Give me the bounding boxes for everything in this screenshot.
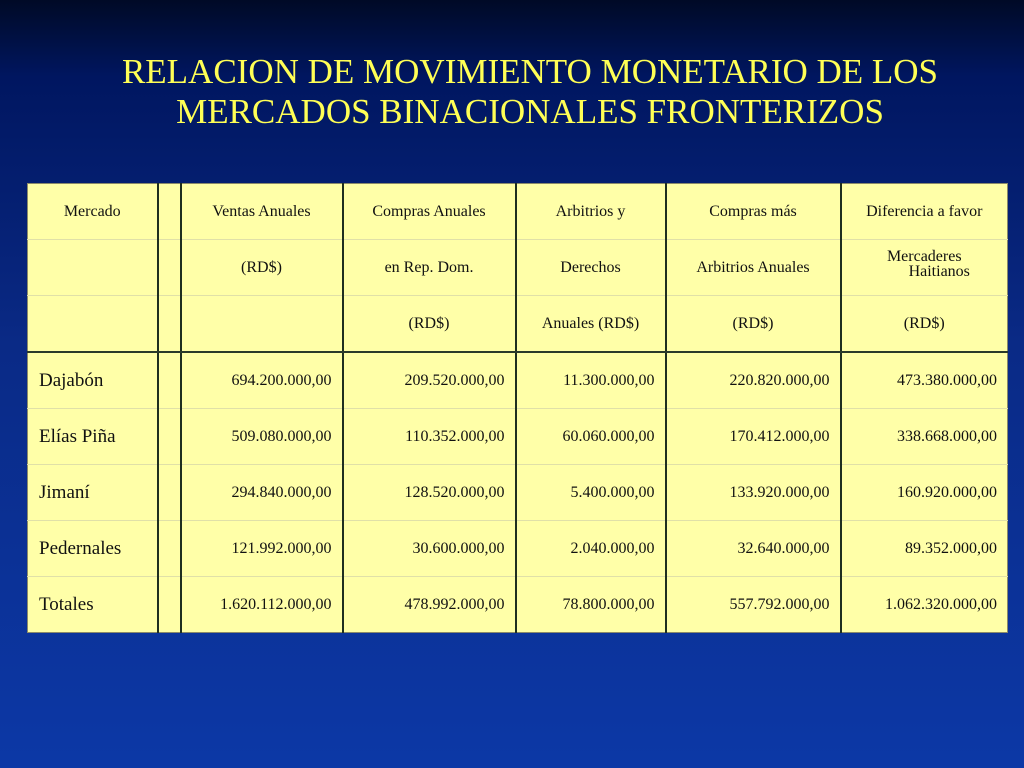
ventas-anuales-value: 121.992.000,00 [181,521,343,577]
table-row [28,409,1008,465]
spacer-cell [158,521,181,577]
spacer-cell [158,465,181,521]
header-cell: Arbitrios Anuales [666,240,841,296]
header-cell: Diferencia a favor [841,184,1008,240]
market-name: Elías Piña [28,409,158,465]
header-cell-mercaderes [841,240,1008,296]
arbitrios-total: 78.800.000,00 [516,577,666,633]
compras-anuales-value: 128.520.000,00 [343,465,516,521]
header-cell [158,240,181,296]
arbitrios-value: 5.400.000,00 [516,465,666,521]
market-name: Pedernales [28,521,158,577]
header-cell [28,240,158,296]
header-cell [158,184,181,240]
arbitrios-value: 11.300.000,00 [516,352,666,409]
table-row [28,521,1008,577]
header-cell: Anuales (RD$) [516,296,666,353]
header-row [28,184,1008,240]
compras-arbitrios-value: 220.820.000,00 [666,352,841,409]
diferencia-value: 473.380.000,00 [841,352,1008,409]
header-row [28,296,1008,353]
header-line-mercaderes: Mercaderes [886,247,962,265]
totals-label: Totales [28,577,158,633]
arbitrios-value: 60.060.000,00 [516,409,666,465]
header-cell: (RD$) [181,240,343,296]
header-cell: Compras Anuales [343,184,516,240]
ventas-anuales-value: 294.840.000,00 [181,465,343,521]
header-cell [28,296,158,353]
slide-title [30,52,1024,132]
slide-title-line-1: RELACION DE MOVIMIENTO MONETARIO DE LOS [121,52,939,91]
ventas-anuales-value: 694.200.000,00 [181,352,343,409]
header-cell [181,296,343,353]
header-cell: Derechos [516,240,666,296]
header-cell: Compras más [666,184,841,240]
totals-row [28,577,1008,633]
monetary-movement-table [27,183,1008,633]
header-cell: en Rep. Dom. [343,240,516,296]
ventas-anuales-value: 509.080.000,00 [181,409,343,465]
header-cell: (RD$) [841,296,1008,353]
table-row [28,352,1008,409]
spacer-cell [158,577,181,633]
header-cell: (RD$) [343,296,516,353]
arbitrios-value: 2.040.000,00 [516,521,666,577]
compras-arbitrios-value: 32.640.000,00 [666,521,841,577]
header-row [28,240,1008,296]
market-name: Jimaní [28,465,158,521]
slide-title-line-2: MERCADOS BINACIONALES FRONTERIZOS [176,92,884,131]
compras-anuales-value: 110.352.000,00 [343,409,516,465]
compras-anuales-total: 478.992.000,00 [343,577,516,633]
header-cell: (RD$) [666,296,841,353]
market-name: Dajabón [28,352,158,409]
compras-anuales-value: 209.520.000,00 [343,352,516,409]
diferencia-total: 1.062.320.000,00 [841,577,1008,633]
diferencia-value: 338.668.000,00 [841,409,1008,465]
header-cell: Ventas Anuales [181,184,343,240]
ventas-anuales-total: 1.620.112.000,00 [181,577,343,633]
header-line-haitianos: Haitianos [908,262,970,280]
compras-arbitrios-value: 170.412.000,00 [666,409,841,465]
diferencia-value: 89.352.000,00 [841,521,1008,577]
spacer-cell [158,409,181,465]
header-cell [158,296,181,353]
compras-arbitrios-value: 133.920.000,00 [666,465,841,521]
header-cell: Mercado [28,184,158,240]
compras-arbitrios-total: 557.792.000,00 [666,577,841,633]
header-cell: Arbitrios y [516,184,666,240]
table-row [28,465,1008,521]
compras-anuales-value: 30.600.000,00 [343,521,516,577]
spacer-cell [158,352,181,409]
diferencia-value: 160.920.000,00 [841,465,1008,521]
